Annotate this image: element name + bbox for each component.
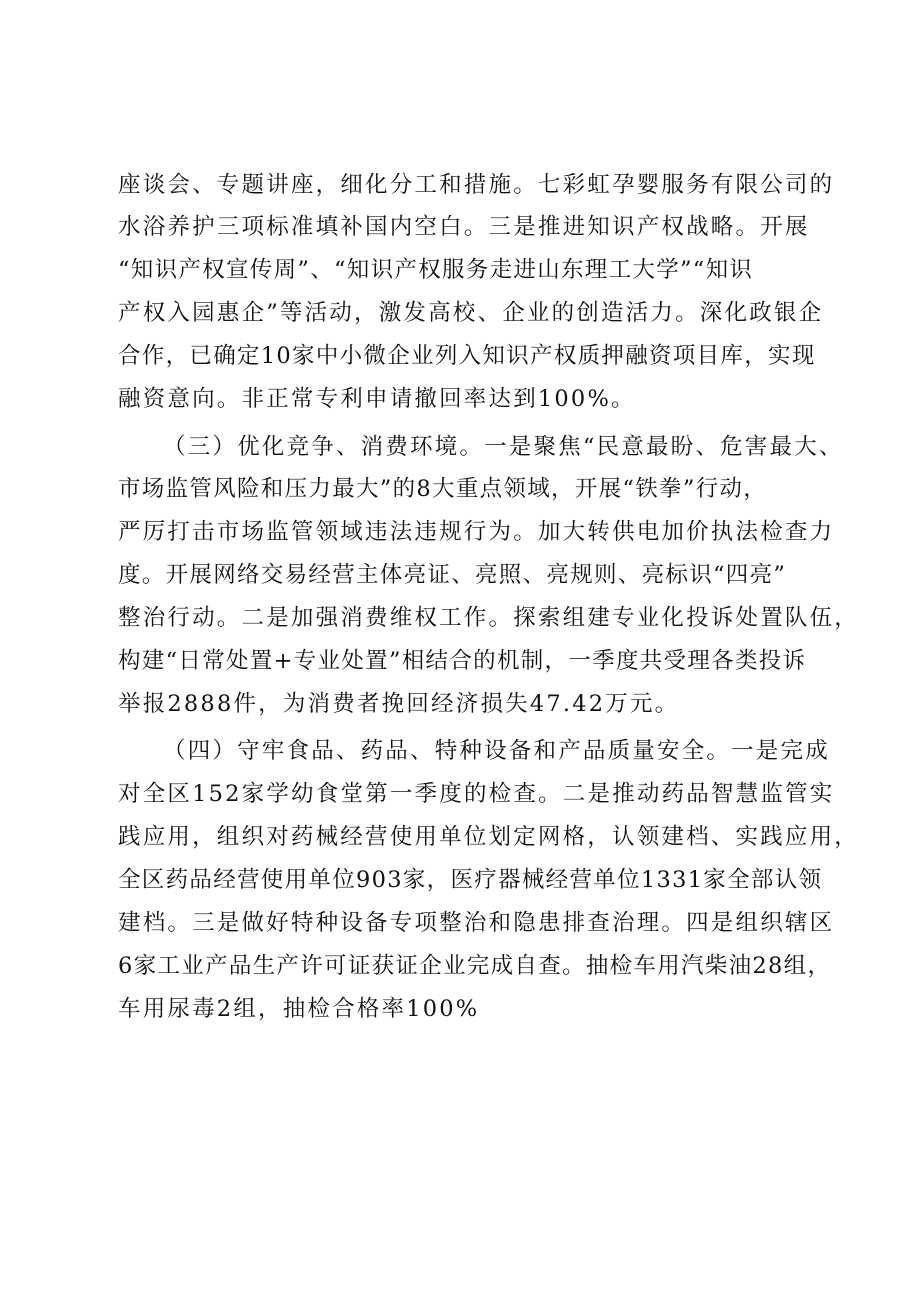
text-line: 度。开展网络交易经营主体亮证、亮照、亮规则、亮标识“四亮”: [118, 562, 787, 588]
paragraph-heading-3: （三）优化竞争、消费环境。一是聚焦“民意最盼、危害最大、: [163, 434, 844, 460]
text-line: 座谈会、专题讲座，细化分工和措施。七彩虹孕婴服务有限公司的: [118, 172, 835, 198]
text-line: 车用尿毒2组，抽检合格率100%: [118, 996, 480, 1022]
text-line: 融资意向。非正常专利申请撤回率达到100%。: [118, 386, 636, 412]
text-line: 产权入园惠企”等活动，激发高校、企业的创造活力。深化政银企: [118, 300, 824, 326]
text-line: 对全区152家学幼食堂第一季度的检查。二是推动药品智慧监管实: [118, 781, 835, 807]
paragraph-heading-4: （四）守牢食品、药品、特种设备和产品质量安全。一是完成: [163, 738, 830, 764]
text-line: 6家工业产品生产许可证获证企业完成自查。抽检车用汽柴油28组，: [118, 953, 832, 979]
text-line: 严厉打击市场监管领域违法违规行为。加大转供电加价执法检查力: [118, 519, 835, 545]
text-line: 全区药品经营使用单位903家，医疗器械经营单位1331家全部认领: [118, 867, 823, 893]
text-line: 水浴养护三项标准填补国内空白。三是推进知识产权战略。开展: [118, 214, 810, 240]
text-line: 合作，已确定10家中小微企业列入知识产权质押融资项目库，实现: [118, 343, 816, 369]
text-line: 建档。三是做好特种设备专项整治和隐患排查治理。四是组织辖区: [118, 910, 835, 936]
text-line: “知识产权宣传周”、“知识产权服务走进山东理工大学”“知识: [118, 257, 754, 283]
text-line: 践应用，组织对药械经营使用单位划定网格，认领建档、实践应用，: [118, 824, 860, 850]
text-line: 举报2888件，为消费者挽回经济损失47.42万元。: [118, 691, 680, 717]
text-line: 整治行动。二是加强消费维权工作。探索组建专业化投诉处置队伍，: [118, 605, 860, 631]
text-line: 构建“日常处置+专业处置”相结合的机制，一季度共受理各类投诉: [118, 648, 807, 674]
text-line: 市场监管风险和压力最大”的8大重点领域，开展“铁拳”行动，: [118, 476, 768, 502]
